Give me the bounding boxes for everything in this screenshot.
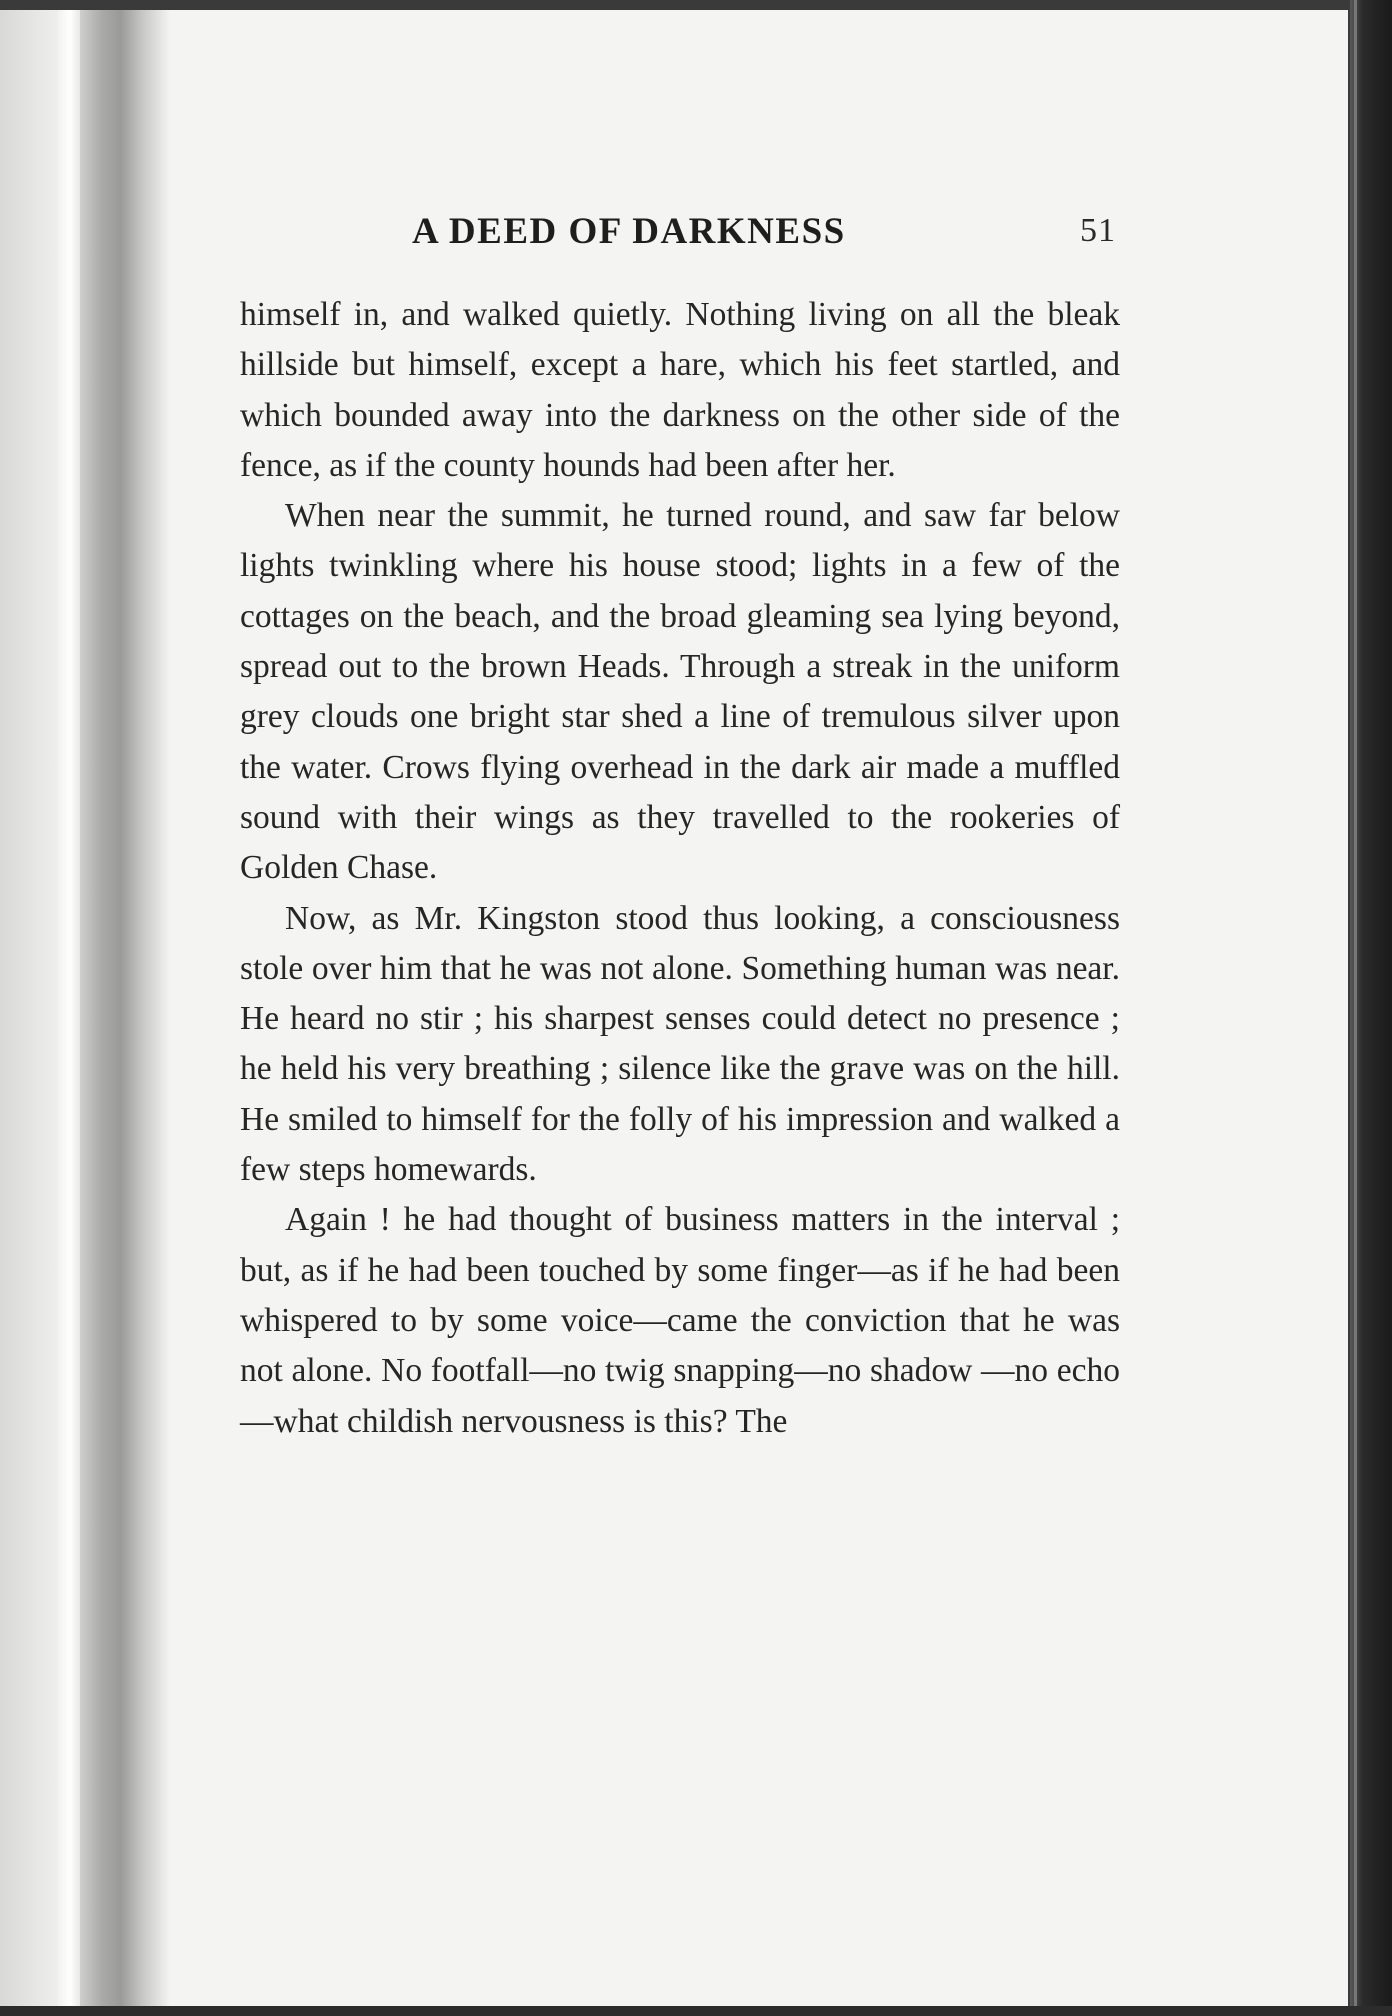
book-page: [0, 10, 1348, 2008]
running-title: A DEED OF DARKNESS: [412, 211, 846, 252]
page-number: 51: [1080, 212, 1116, 249]
bottom-edge: [0, 2006, 1392, 2016]
paragraph: himself in, and walked quietly. Nothing living on all the bleak hillside but himself, except a hare, which his feet startled, and which bounded away into the darkness on the other side of the fence, as if the county hounds had been after her.: [240, 296, 1120, 484]
edge-stripe: [1354, 0, 1357, 2016]
binding-gutter: [0, 10, 58, 2008]
paragraph: When near the summit, he turned round, and saw far below lights twinkling where his house stood; lights in a few of the cottages on the beach, and the broad gleaming sea lying beyond, spread out to the brown Heads. Through a streak in the uniform grey clouds one bright star shed a line of tremulous silver upon the water. Crows flying overhead in the dark air made a muffled sound with their wings as they travelled to the rookeries of Golden Chase.: [240, 497, 1120, 887]
body-text: [240, 290, 1120, 1447]
gutter-shadow: [80, 10, 170, 2008]
book-edge: [1350, 0, 1392, 2016]
gutter-highlight: [58, 10, 82, 2008]
paragraph: Now, as Mr. Kingston stood thus looking, a consciousness stole over him that he was not alone. Something human was near. He heard no stir ; his sharpest senses could detect no presence ; he held his very breathing ; silence like the grave was on the hill. He smiled to himself for the folly of his impression and walked a few steps homewards.: [240, 899, 1120, 1189]
page-header: [240, 198, 1120, 258]
paragraph: Again ! he had thought of business matters in the interval ; but, as if he had been touched by some finger—as if he had been whispered to by some voice—came the conviction that he was not alone. No footfall—no twig snapping—no shadow —no echo—what childish nervousness is this? The: [240, 1201, 1120, 1440]
